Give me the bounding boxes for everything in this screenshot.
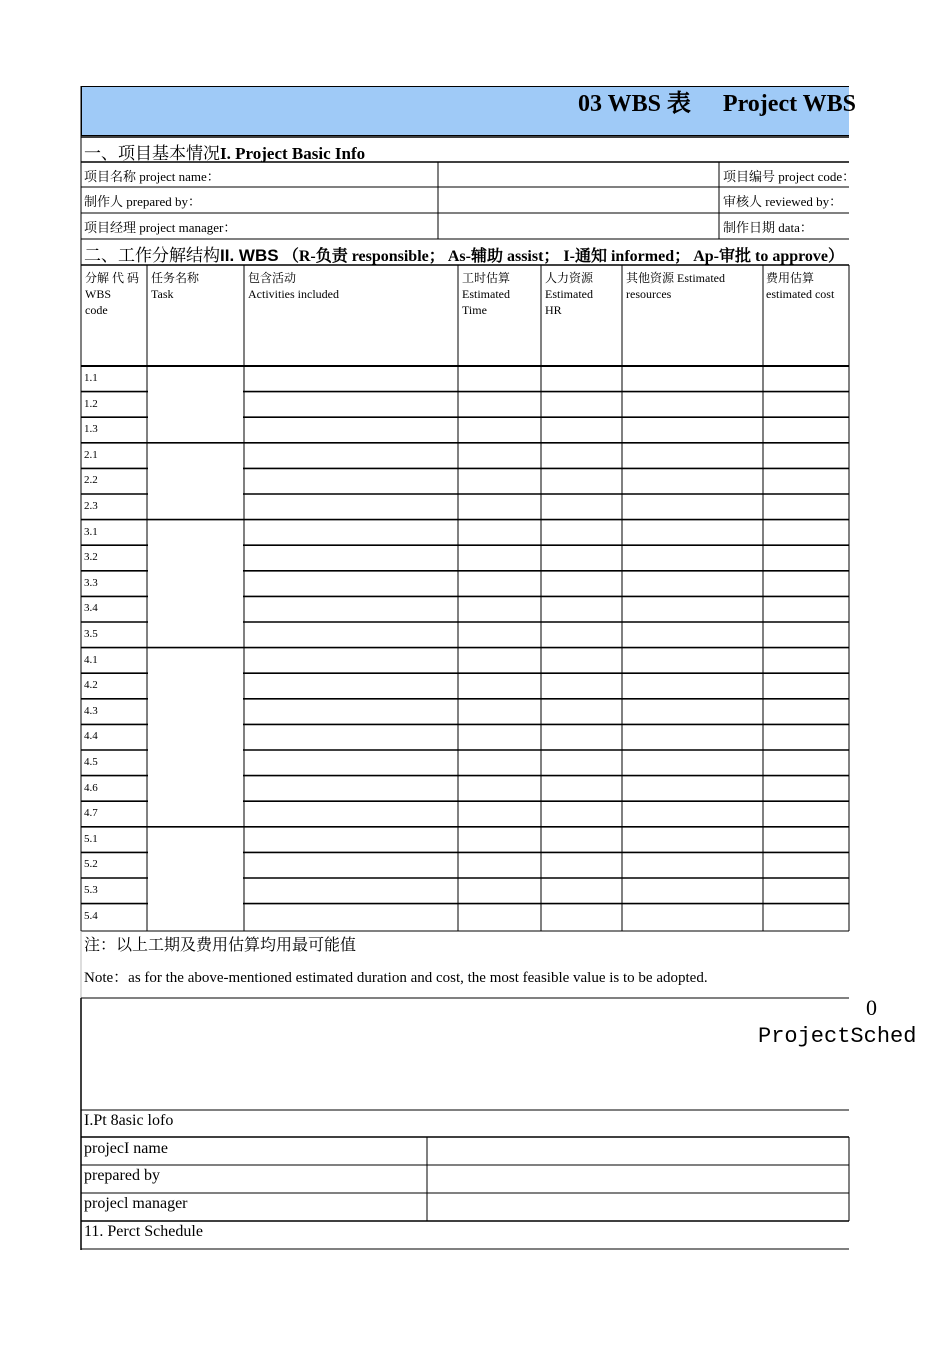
section2-cn: 二、工作分解结构: [84, 246, 220, 265]
wbs-code-1-1: 1.1: [84, 372, 98, 384]
wbs-code-4-2: 4.2: [84, 679, 98, 692]
wbs-code-2-3: 2.3: [84, 500, 98, 512]
section1-cn: 一、项目基本情况: [84, 144, 220, 163]
wbs-code-4-6: 4.6: [84, 781, 98, 794]
prepared-by-cn: 制作人: [84, 194, 124, 209]
date-en: data：: [778, 220, 813, 235]
wbs-code-2-1: 2.1: [84, 448, 98, 461]
col-header-wbs-code: 分解 代 码 WBS code: [85, 271, 140, 317]
wbs-code-5-1: 5.1: [84, 832, 98, 845]
wbs-code-5-2: 5.2: [84, 858, 98, 871]
wbs-code-2-2: 2.2: [84, 474, 98, 487]
page2-row-project-manager: projecl manager: [84, 1195, 188, 1212]
project-name-cn: 项目名称: [84, 169, 137, 184]
section1-en: I. Project Basic Info: [220, 144, 366, 163]
title-sub: Project WBS: [722, 91, 857, 117]
col-header-resources: 其他资源 Estimated resources: [626, 271, 725, 301]
wbs-code-4-1: 4.1: [84, 653, 98, 666]
page2-row-project-name: projecI name: [84, 1140, 168, 1157]
page2-row-prepared-by: prepared by: [84, 1167, 160, 1184]
wbs-code-3-4: 3.4: [84, 602, 98, 615]
page2-basic-info: I.Pt 8asic lofo: [84, 1112, 174, 1129]
wbs-code-3-3: 3.3: [84, 576, 98, 589]
wbs-code-4-3: 4.3: [84, 704, 98, 717]
col-header-hr: 人力资源 Estimated HR: [545, 271, 594, 317]
col-header-activities: 包含活动 Activities included: [248, 271, 339, 301]
col-header-time: 工时估算 Estimated Time: [462, 271, 511, 317]
project-name-en: project name：: [139, 169, 220, 184]
project-code-en: project code：: [778, 169, 856, 184]
page2-perct-schedule: 11. Perct Schedule: [84, 1223, 203, 1240]
project-code-cn: 项目编号: [723, 169, 776, 184]
wbs-code-4-5: 4.5: [84, 756, 98, 768]
prepared-by-en: prepared by：: [126, 194, 201, 209]
wbs-code-3-1: 3.1: [84, 525, 98, 538]
reviewed-by-cn: 审核人: [723, 194, 763, 209]
wbs-code-1-2: 1.2: [84, 397, 98, 410]
title-main: 03 WBS 表: [578, 91, 691, 117]
date-cn: 制作日期: [723, 220, 776, 235]
col-header-cost: 费用估算 estimated cost: [766, 271, 835, 301]
page2-schedule-title: ProjectSched: [758, 1024, 917, 1049]
wbs-code-3-5: 3.5: [84, 628, 98, 640]
wbs-code-4-7: 4.7: [84, 807, 98, 820]
section2-legend: （R-负责 responsible； As-辅助 assist； I-通知 informed； Ap-审批 to approve）: [282, 248, 845, 265]
reviewed-by-en: reviewed by：: [765, 194, 843, 209]
note-cn: 注：以上工期及费用估算均用最可能值: [84, 937, 357, 954]
wbs-code-5-4: 5.4: [84, 909, 98, 922]
project-manager-en: project manager：: [139, 220, 237, 235]
note-en: Note：as for the above-mentioned estimated duration and cost, the most feasible value is to be adopted.: [84, 970, 708, 986]
page2-zero: 0: [866, 995, 877, 1020]
wbs-code-4-4: 4.4: [84, 730, 98, 743]
wbs-code-3-2: 3.2: [84, 551, 98, 564]
col-header-task: 任务名称 Task: [151, 271, 200, 301]
section2-en: II. WBS: [220, 246, 279, 265]
project-manager-cn: 项目经理: [84, 220, 137, 235]
wbs-code-5-3: 5.3: [84, 884, 98, 896]
wbs-code-1-3: 1.3: [84, 423, 98, 436]
